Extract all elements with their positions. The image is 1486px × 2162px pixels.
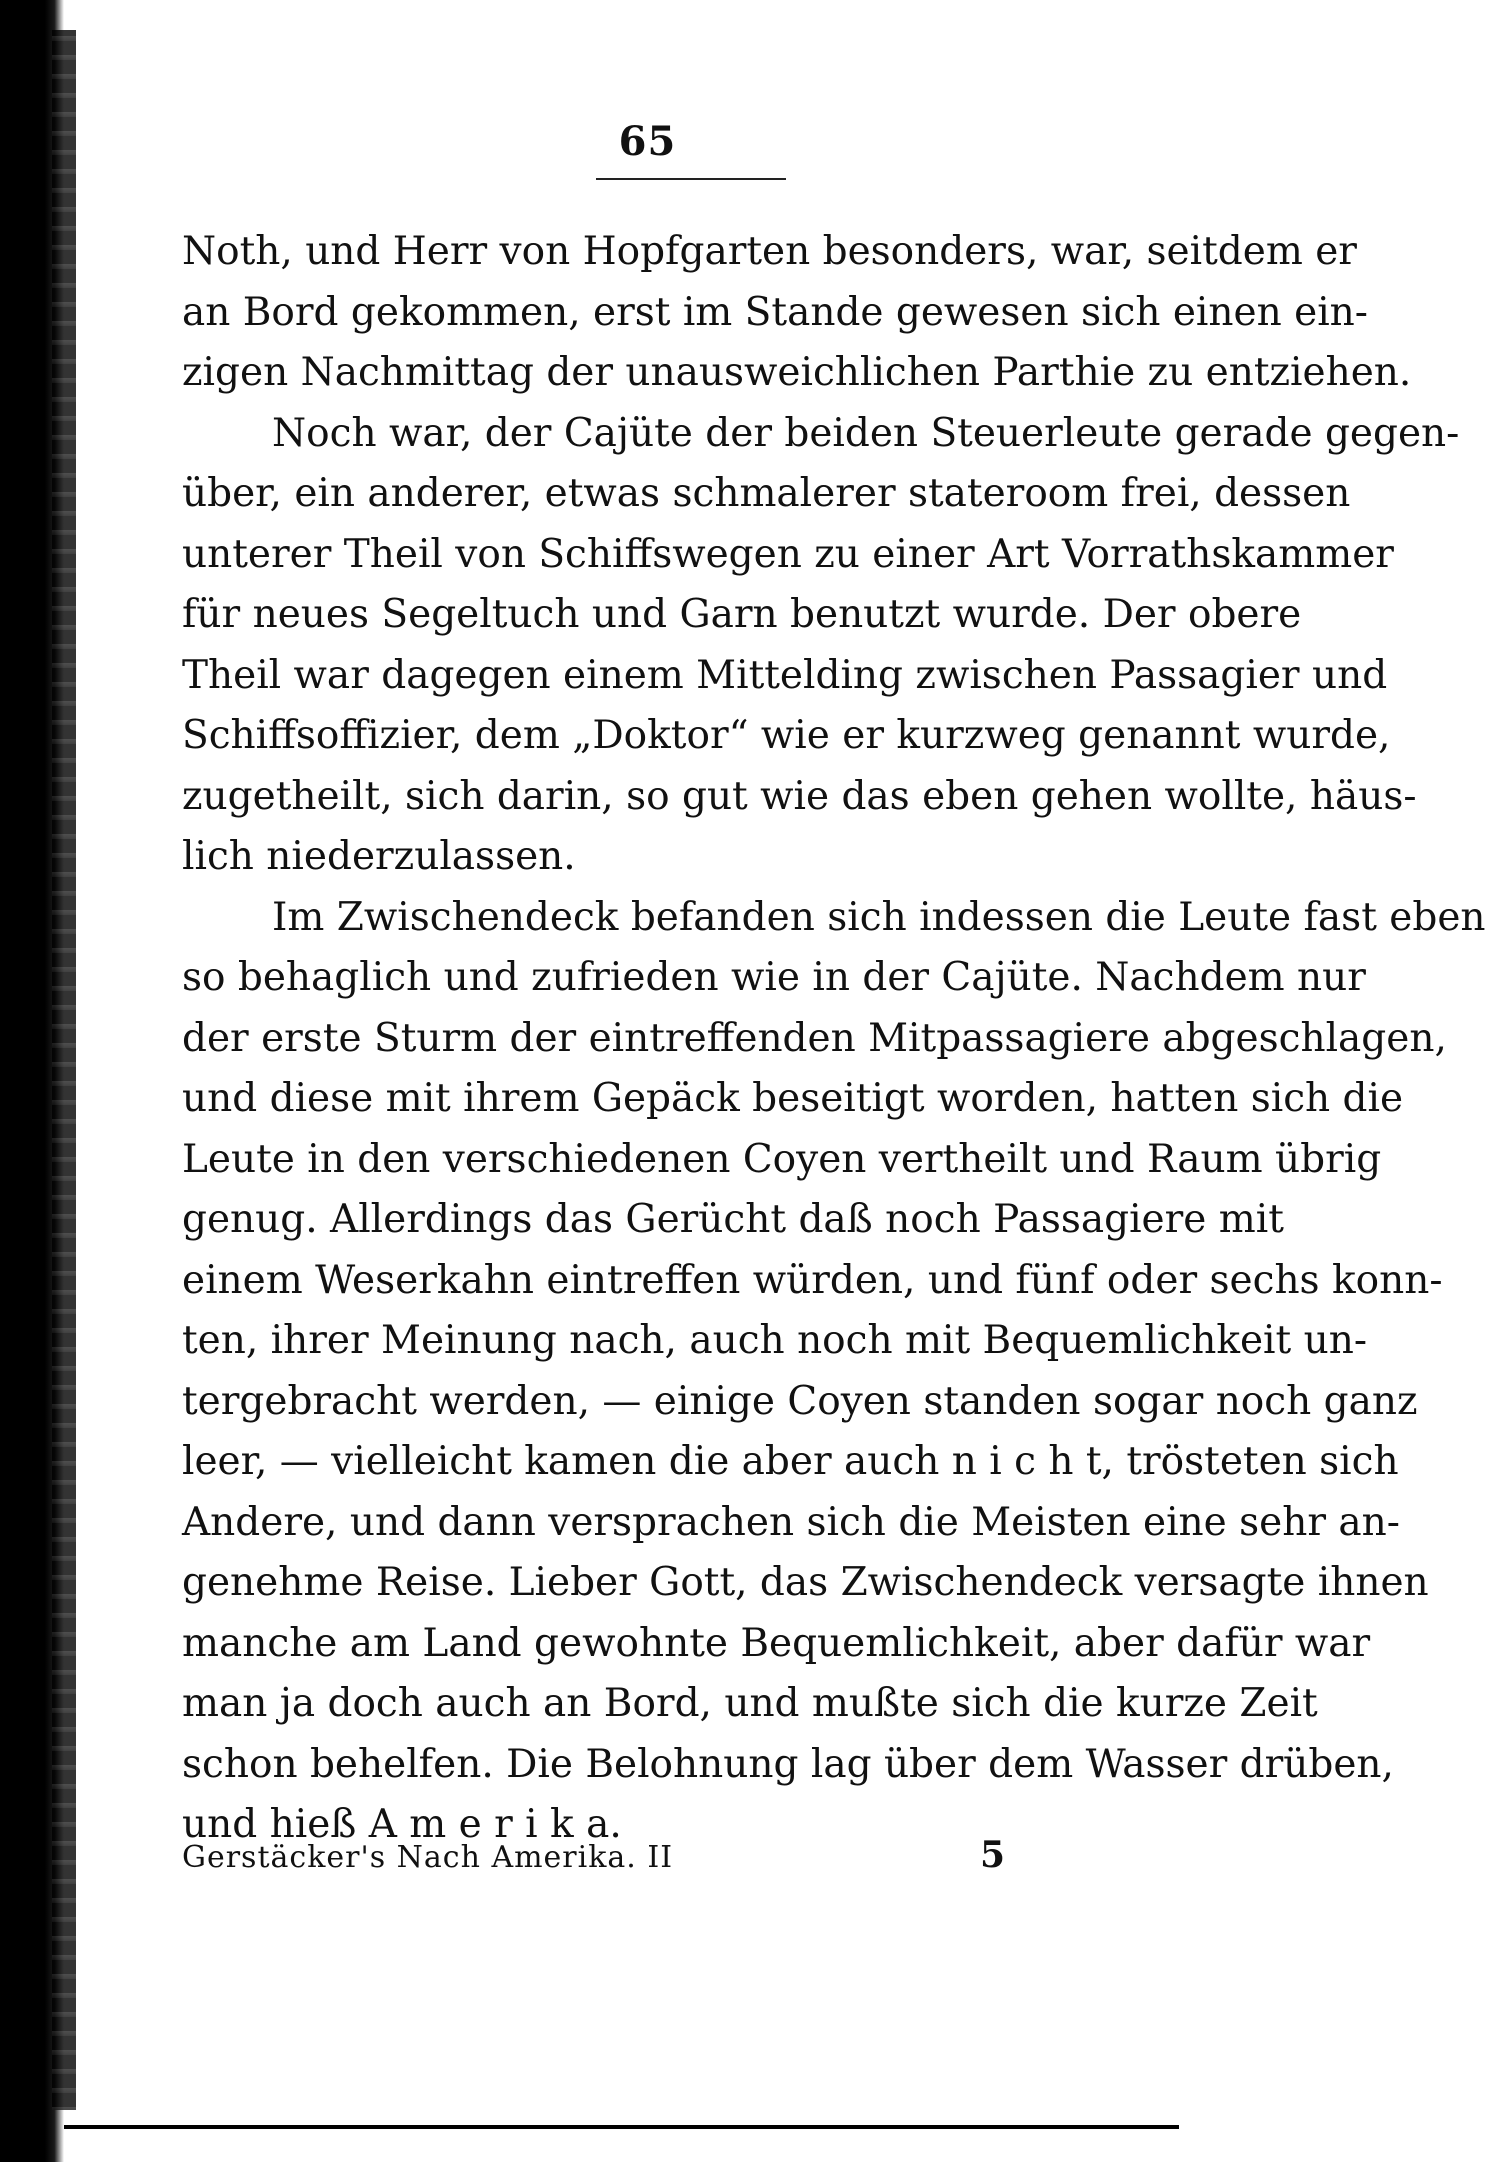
footer-note: Gerstäcker's Nach Amerika. II: [182, 1840, 674, 1875]
page-number: 65: [618, 118, 677, 165]
text-line: an Bord gekommen, erst im Stande gewesen sich einen ein-: [182, 289, 1368, 335]
text-line: Leute in den verschiedenen Coyen vertheilt und Raum übrig: [182, 1136, 1382, 1182]
text-line: und diese mit ihrem Gepäck beseitigt worden, hatten sich die: [182, 1076, 1404, 1121]
text-line: tergebracht werden, — einige Coyen standen sogar noch ganz: [182, 1378, 1418, 1424]
body-text: [182, 222, 1486, 1856]
text-line: einem Weserkahn eintreffen würden, und fünf oder sechs konn-: [182, 1257, 1443, 1303]
text-line: der erste Sturm der eintreffenden Mitpassagiere abgeschlagen,: [182, 1015, 1447, 1061]
scan-edge-shadow: [52, 30, 76, 2110]
paragraph-1: [182, 222, 1412, 404]
text-line: Schiffsoffizier, dem „Doktor“ wie er kurzweg genannt wurde,: [182, 713, 1391, 758]
text-line: manche am Land gewohnte Bequemlichkeit, aber dafür war: [182, 1620, 1371, 1666]
text-line: Andere, und dann versprachen sich die Meisten eine sehr an-: [182, 1499, 1400, 1545]
text-line: zigen Nachmittag der unausweichlichen Parthie zu entziehen.: [182, 350, 1412, 395]
text-line: und hieß A m e r i k a.: [182, 1802, 622, 1847]
text-line: ten, ihrer Meinung nach, auch noch mit Bequemlichkeit un-: [182, 1318, 1368, 1363]
text-line: Im Zwischendeck befanden sich indessen die Leute fast eben: [272, 894, 1486, 940]
header-rule: [596, 178, 786, 180]
text-line: unterer Theil von Schiffswegen zu einer Art Vorrathskammer: [182, 531, 1394, 577]
text-line: über, ein anderer, etwas schmalerer stateroom frei, dessen: [182, 471, 1351, 516]
text-line: zugetheilt, sich darin, so gut wie das eben gehen wollte, häus-: [182, 773, 1417, 819]
text-line: schon behelfen. Die Belohnung lag über dem Wasser drüben,: [182, 1741, 1394, 1787]
text-line: man ja doch auch an Bord, und mußte sich die kurze Zeit: [182, 1681, 1318, 1726]
text-line: Noch war, der Cajüte der beiden Steuerleute gerade gegen-: [272, 410, 1460, 456]
paragraph-3: [182, 888, 1486, 1856]
text-line: Theil war dagegen einem Mittelding zwischen Passagier und: [182, 652, 1388, 698]
text-line: genehme Reise. Lieber Gott, das Zwischendeck versagte ihnen: [182, 1560, 1429, 1605]
text-line: leer, — vielleicht kamen die aber auch n i c h t, trösteten sich: [182, 1439, 1399, 1484]
text-line: Noth, und Herr von Hopfgarten besonders, war, seitdem er: [182, 229, 1357, 274]
page-bottom-edge: [64, 2125, 1179, 2129]
text-line: so behaglich und zufrieden wie in der Cajüte. Nachdem nur: [182, 955, 1366, 1000]
text-line: für neues Segeltuch und Garn benutzt wurde. Der obere: [182, 592, 1302, 637]
text-line: lich niederzulassen.: [182, 834, 576, 879]
paragraph-2: [182, 404, 1460, 888]
text-line: genug. Allerdings das Gerücht daß noch Passagiere mit: [182, 1197, 1284, 1242]
signature-mark: 5: [980, 1834, 1006, 1876]
